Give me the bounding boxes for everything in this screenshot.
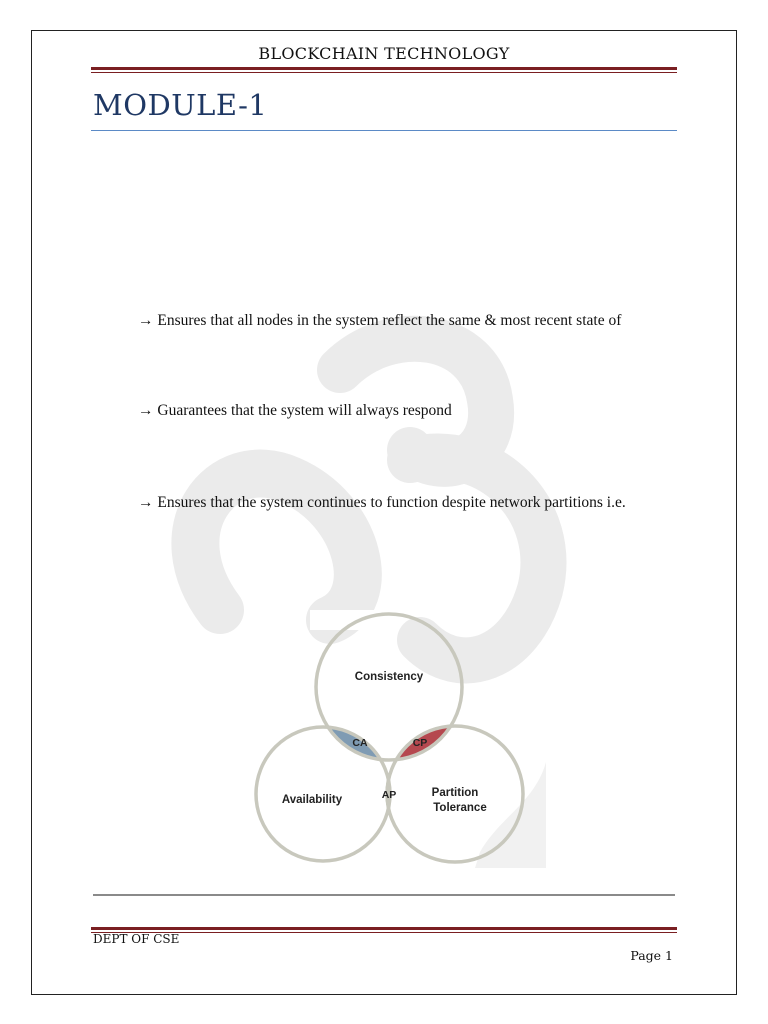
footer-page-number: Page 1 <box>630 948 673 963</box>
availability-label: Availability <box>281 794 343 806</box>
bullet-availability: → Guarantees that the system will always respond <box>138 402 452 419</box>
footer-rule <box>91 927 677 930</box>
tolerance-label: Tolerance <box>433 802 487 814</box>
header-rule <box>91 67 677 70</box>
ca-label: CA <box>352 737 368 749</box>
consistency-label: Consistency <box>354 671 424 683</box>
consistency-circle <box>316 614 462 760</box>
partition-label: Partition <box>431 787 479 799</box>
module-title: MODULE-1 <box>93 88 268 122</box>
header-rule-thin <box>91 72 677 73</box>
header-title: BLOCKCHAIN TECHNOLOGY <box>258 44 510 63</box>
module-title-rule <box>91 130 677 131</box>
cp-label: CP <box>412 737 428 749</box>
footer-separator <box>93 894 675 896</box>
ap-label: AP <box>381 789 397 801</box>
cap-venn-diagram <box>250 612 546 868</box>
bullet-consistency: → Ensures that all nodes in the system reflect the same & most recent state of <box>138 312 622 329</box>
bullet-partition-tolerance: → Ensures that the system continues to function despite network partitions i.e. <box>138 494 626 511</box>
footer-department: DEPT OF CSE <box>93 932 180 946</box>
